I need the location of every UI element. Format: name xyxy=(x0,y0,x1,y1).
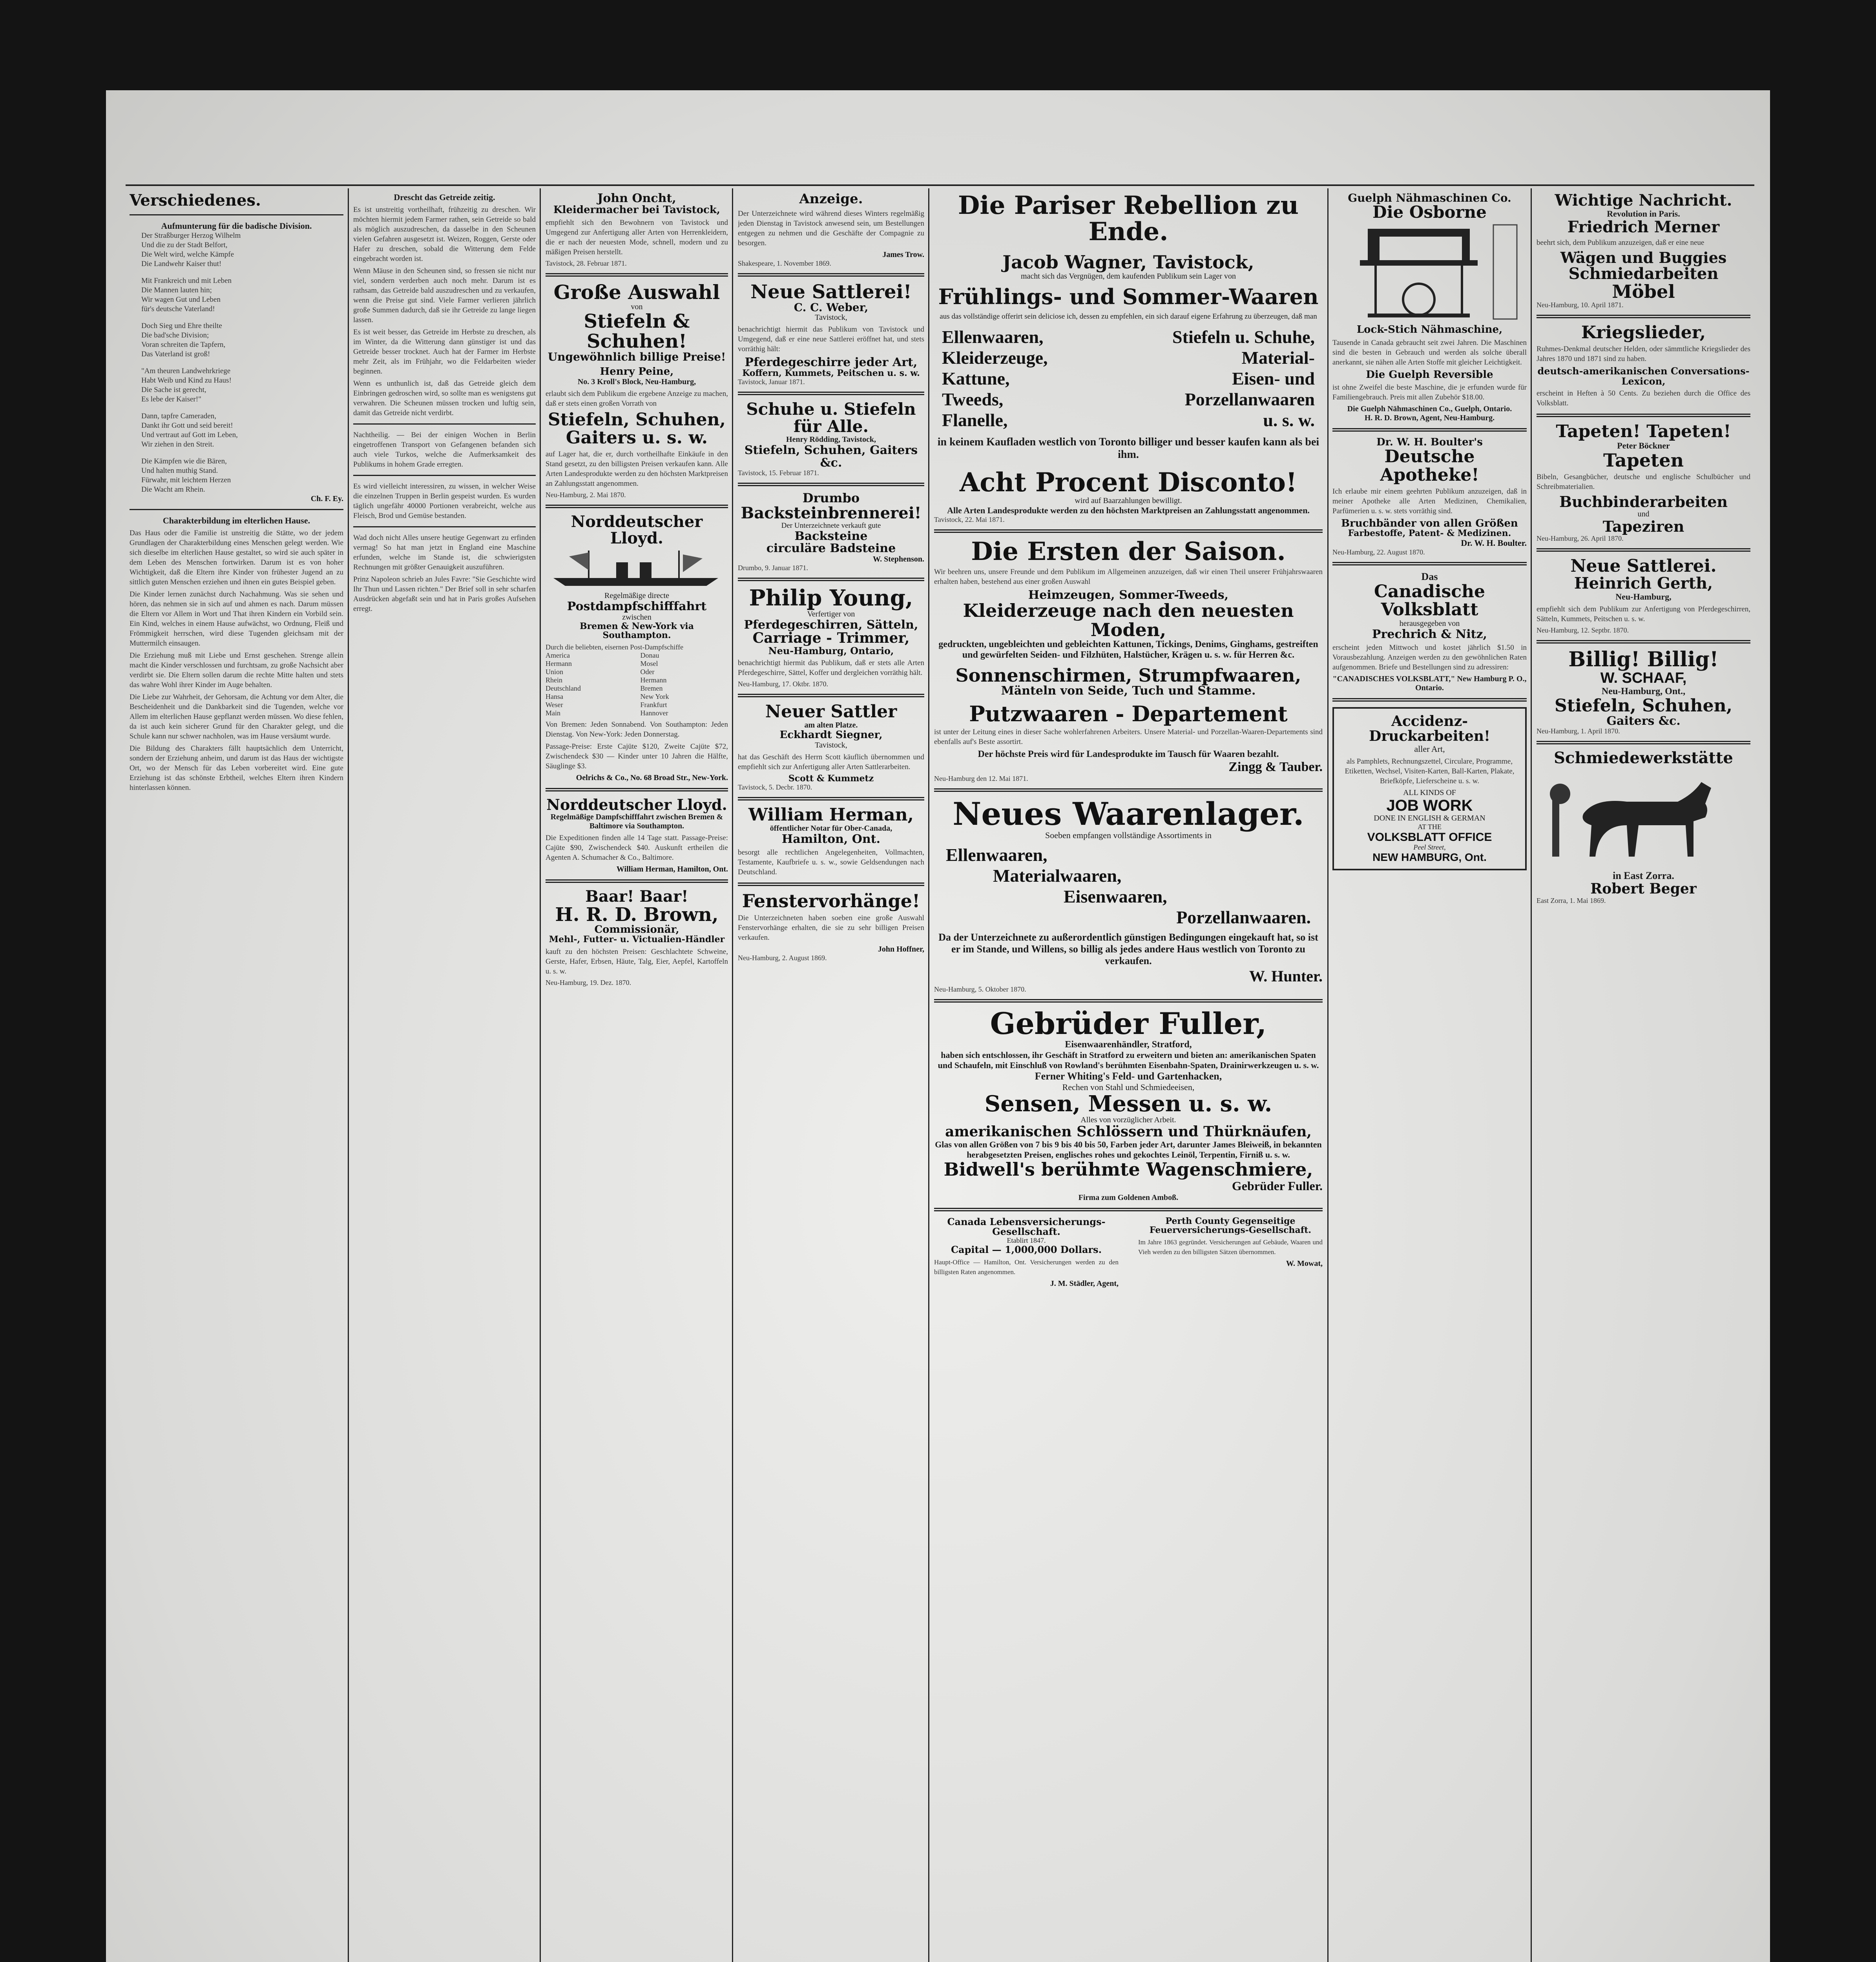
ad-title: Accidenz-Druckarbeiten! xyxy=(1369,713,1490,744)
ad-body: empfiehlt sich dem Publikum zur Anfertigung von Pferdegeschirren, Sätteln, Kummets, Peitschen u. s. w. xyxy=(1537,605,1750,624)
article-title: Charakterbildung im elterlichen Hause. xyxy=(162,516,310,525)
insurance-right xyxy=(1138,1217,1323,1288)
ad-body: Bibeln, Gesangbücher, deutsche und englische Schulbücher und Schreibmaterialien. xyxy=(1537,473,1750,491)
goods-item: Stiefeln u. Schuhe, xyxy=(1172,327,1315,347)
ad-sub: Farbestoffe, Patent- & Medizinen. xyxy=(1348,528,1511,539)
ad-place: Tavistock, xyxy=(815,740,847,749)
ad-address: No. 3 Kroll's Block, Neu-Hamburg, xyxy=(577,377,696,386)
ad-body: benachrichtigt hiermit das Publikum von Tavistock und Umgegend, daß er eine neue Sattlerei eröffnet hat, und stets vorräthig hält: xyxy=(738,325,924,354)
ad-name: Scott & Kummetz xyxy=(788,773,874,784)
ad-main: Philip Young, xyxy=(749,585,913,611)
ad-title: Die Ersten der Saison. xyxy=(971,536,1286,566)
ad-sub: Mänteln von Seide, Tuch und Stamme. xyxy=(1001,684,1256,698)
ad-title: Kleidermacher bei Tavistock, xyxy=(553,204,720,216)
ad-title: Perth County Gegenseitige Feuerversicherungs-Gesellschaft. xyxy=(1149,1216,1312,1236)
ad-firm: Firma zum Goldenen Amboß. xyxy=(1078,1193,1179,1202)
ad-goods: gedruckten, ungebleichten und gebleichten Kattunen, Tickings, Denims, Ginghams, gestreiften und gewürfelten Seiden- und Filzhüten, Halstücher, Krägen u. s. w. für Herren &c. xyxy=(938,639,1318,660)
ad-title: Neuer Sattler xyxy=(765,702,897,722)
ship-name: Rhein xyxy=(546,676,562,684)
ad-address: "CANADISCHES VOLKSBLATT," New Hamburg P. O., Ontario. xyxy=(1332,675,1527,693)
ad-main: H. R. D. Brown, xyxy=(555,903,719,926)
goods-item: Flanelle, xyxy=(942,410,1008,430)
ad-main: Sensen, Messen u. s. w. xyxy=(984,1091,1272,1117)
column-3 xyxy=(546,192,728,987)
ad-signature: Gebrüder Fuller. xyxy=(1232,1179,1323,1193)
ad-title: Norddeutscher Lloyd. xyxy=(571,512,703,548)
ad-date: Neu-Hamburg den 12. Mai 1871. xyxy=(934,775,1028,783)
ad-main: Wägen und Buggies xyxy=(1560,249,1727,266)
ad-body: Tausende in Canada gebraucht seit zwei Jahren. Die Maschinen sind die besten in Gebrauch und werden als solche überall anerkannt, sie nähen alle Arten Stoffe mit gleicher Leichtigkeit. xyxy=(1332,338,1527,367)
ad-main: Möbel xyxy=(1612,281,1675,302)
ad-sub: herausgegeben von xyxy=(1399,619,1460,628)
ad-sub: am alten Platze. xyxy=(804,721,858,730)
goods-item: Materialwaaren, xyxy=(993,866,1122,886)
newspaper-page xyxy=(106,90,1770,1962)
ad-body: Ferner Whiting's Feld- und Gartenhacken, xyxy=(1035,1070,1222,1082)
ad-sub: Heimzeugen, Sommer-Tweeds, xyxy=(1028,588,1229,602)
ad-name: Eckhardt Siegner, xyxy=(779,729,883,741)
ad-name: W. Stephenson. xyxy=(873,554,924,563)
article-paragraph: Das Haus oder die Familie ist unstreitig die Stätte, wo der jedem Grundlagen der Charakterbildung eines Menschen gelegt werden. Wie sich dieselbe im elterlichen Hause gestaltet, so wird sie auch später in dem Leben des Menschen fortwirken. Darum ist es von hoher Wichtigkeit, daß die Eltern ihre Kinder von frühester Jugend an zu sittlich guten Menschen erziehen und ihnen ein gutes Beispiel geben. xyxy=(130,529,343,586)
ad-date: Tavistock, 28. Februar 1871. xyxy=(546,259,627,267)
ad-body: erscheint in Heften à 50 Cents. Zu beziehen durch die Office des Volksblatt. xyxy=(1537,389,1750,407)
ad-name: W. SCHAAF, xyxy=(1600,669,1687,686)
article-paragraph: Die Liebe zur Wahrheit, der Gehorsam, die Achtung vor dem Alter, die Bescheidenheit und die Dankbarkeit sind die Tugenden, welche vor Allem im elterlichen Hause gepflanzt werden müssen. Wo diese fehlen, da ist auch kein sicherer Grund für den Charakter gelegt, und die Schule kann nur schwer nachholen, was im Hause versäumt wurde. xyxy=(130,693,343,740)
ad-main: Buchbinderarbeiten xyxy=(1559,493,1728,511)
poem-verse: "Am theuren Landwehrkriege Habt Weib und Kind zu Haus! Die Sache ist gerecht, Es lebe der Kaiser!" xyxy=(141,367,232,403)
ad-sub: Etablirt 1847. xyxy=(1007,1236,1046,1245)
goods-item: Eisen- und xyxy=(1232,368,1315,389)
column-rule xyxy=(348,188,349,1962)
ad-signature: Dr. W. H. Boulter. xyxy=(1461,538,1527,548)
ad-body: Da der Unterzeichnete zu außerordentlich günstigen Bedingungen eingekauft hat, so ist er im Stande, und Willens, so billig als jedes andere Haus westlich von Toronto zu verkaufen. xyxy=(938,932,1318,967)
ad-name: C. C. Weber, xyxy=(794,301,869,314)
top-rule xyxy=(126,184,1754,186)
ad-sub: von xyxy=(631,303,643,312)
goods-list xyxy=(942,326,1315,430)
ad-date: Tavistock, 15. Februar 1871. xyxy=(738,469,819,477)
poem-verse: Doch Sieg und Ehre theilte Die bad'sche Division; Voran schreiten die Tapfern, Das Vaterland ist groß! xyxy=(141,322,226,358)
article-paragraph: Wenn es unthunlich ist, daß das Getreide gleich dem Einbringen gedroschen wird, so sollte man es wenigstens gut verwahren. Die Scheunen müssen trocken und luftig sein, damit das Getreide nicht verdirbt. xyxy=(353,379,536,417)
article-paragraph: Es wird vielleicht interessiren, zu wissen, in welcher Weise die einzelnen Truppen in Berlin gespeist wurden. Es wurden täglich ungefähr 40000 Portionen verabreicht, welche aus Fleisch, Brod und Gemüse bestanden. xyxy=(353,482,536,520)
article-paragraph: Die Bildung des Charakters fällt hauptsächlich dem Unterricht, sondern der Erziehung anheim, und darum ist das Haus der wichtigste Ort, wo der Mensch für das Leben vorbereitet wird. Eine gute Erziehung ist das schönste Erbtheil, welches Eltern ihren Kindern hinterlassen können. xyxy=(130,744,343,792)
ad-title: Billig! Billig! xyxy=(1568,647,1719,672)
ship-name: Main xyxy=(546,709,560,717)
poem-verse: Der Straßburger Herzog Wilhelm Und die zu der Stadt Belfort, Die Welt wird, welche Kämpfe Die Landwehr Kaiser thut! xyxy=(141,232,241,268)
ad-name: Robert Beger xyxy=(1590,881,1697,897)
ship-name: Hermann xyxy=(546,659,572,667)
ad-body: ist unter der Leitung eines in dieser Sache wohlerfahrenen Arbeiters. Unsere Material- und Porzellan-Waaren-Departements sind ebenfalls auf's Beste assortirt. xyxy=(934,728,1323,746)
ad-main: VOLKSBLATT OFFICE xyxy=(1367,830,1492,844)
ad-body: Durch die beliebten, eisernen Post-Dampfschiffe xyxy=(546,643,684,651)
ad-body: empfiehlt sich den Bewohnern von Tavistock und Umgegend zur Anfertigung aller Arten von Herrenkleidern, die er nach der neuesten Mode, schnell, modern und zu mäßigen Preisen herstellt. xyxy=(546,218,728,256)
ad-place: Neu-Hamburg, Ontario, xyxy=(768,645,894,656)
ad-date: Tavistock, Januar 1871. xyxy=(738,378,805,386)
ad-body: Alles von vorzüglicher Arbeit. xyxy=(1080,1116,1176,1125)
ad-date: Neu-Hamburg, 5. Oktober 1870. xyxy=(934,985,1026,994)
ad-main: Gaiters &c. xyxy=(1606,714,1681,728)
ad-name: James Trow. xyxy=(882,250,924,259)
ad-name: Heinrich Gerth, xyxy=(1574,574,1713,593)
ad-name: John Hoffner, xyxy=(878,945,924,954)
ad-body: Haupt-Office — Hamilton, Ont. Versicherungen werden zu den billigsten Raten angenommen. xyxy=(934,1258,1119,1276)
ad-place: Neu-Hamburg, xyxy=(1615,592,1672,602)
ad-goods: Carriage - Trimmer, xyxy=(752,630,910,647)
ad-agent: W. Mowat, xyxy=(1286,1259,1323,1268)
ad-main: amerikanischen Schlössern und Thürknäufen, xyxy=(945,1123,1312,1140)
ship-name: Oder xyxy=(640,667,655,676)
ad-sub: Peel Street, xyxy=(1413,843,1446,852)
ad-body: Im Jahre 1863 gegründet. Versicherungen auf Gebäude, Waaren und Vieh werden zu den billigsten Sätzen übernommen. xyxy=(1138,1238,1323,1256)
article-paragraph: Es ist unstreitig vortheilhaft, frühzeitig zu dreschen. Wir möchten hiermit jedem Farmer rathen, sein Getreide so bald als möglich auszudreschen, da dasselbe in den Scheunen vielen Gefahren ausgesetzt ist. Weizen, Roggen, Gerste oder Hafer zu dreschen, sobald die Witterung dem Felde eingebracht worden ist. xyxy=(353,206,536,263)
ad-intro: aus das vollständige offerirt sein deliciose ich, dessen zu empfehlen, ein sich darauf eigene Erfahrung zu überzeugen, daß man xyxy=(940,312,1317,321)
goods-item: Tweeds, xyxy=(942,389,1004,410)
ship-name: Bremen xyxy=(640,684,663,692)
ad-sub: aller Art, xyxy=(1414,744,1445,754)
ad-date: Neu-Hamburg, 12. Septbr. 1870. xyxy=(1537,626,1629,635)
ad-title: Norddeutscher Lloyd. xyxy=(546,795,727,813)
ad-goods: Stiefeln, Schuhen, Gaiters u. s. w. xyxy=(548,409,726,448)
column-1 xyxy=(130,192,343,795)
ad-body: Der höchste Preis wird für Landesprodukte im Tausch für Waaren bezahlt. xyxy=(978,749,1279,760)
ship-name: Frankfurt xyxy=(640,700,667,709)
ad-sub: zwischen xyxy=(622,613,651,622)
ship-list xyxy=(546,651,728,717)
ad-agent: Die Guelph Nähmaschinen Co., Guelph, Ontario. xyxy=(1347,405,1512,414)
ad-body: Der Unterzeichnete wird während dieses Winters regelmäßig jeden Dienstag in Tavistock anwesend sein, um Bestellungen entgegen zu nehmen und die Geschäfte der Compagnie zu besorgen. xyxy=(738,209,924,247)
goods-item: u. s. w. xyxy=(1263,410,1315,430)
ad-place: in East Zorra. xyxy=(1613,870,1674,882)
ad-main: Backsteinbrennerei! xyxy=(741,503,922,522)
ad-tagline: Ungewöhnlich billige Preise! xyxy=(547,350,726,364)
ad-main: Die Osborne xyxy=(1372,202,1487,222)
ad-sub: Eisenwaarenhändler, Stratford, xyxy=(1065,1039,1192,1050)
ad-body: als Pamphlets, Rechnungszettel, Circulare, Programme, Etiketten, Wechsel, Visiten-Karten, Ball-Karten, Plakate, Briefköpfe, Lieferscheine u. s. w. xyxy=(1345,757,1515,785)
ad-place: Hamilton, Ont. xyxy=(781,832,881,846)
poem-verse: Mit Frankreich und mit Leben Die Mannen lauten hin; Wir wagen Gut und Leben für's deutsche Vaterland! xyxy=(141,277,232,313)
ad-date: Neu-Hamburg, 17. Oktbr. 1870. xyxy=(738,680,829,688)
goods-item: Porzellanwaaren xyxy=(1184,389,1315,410)
ad-main: NEW HAMBURG, Ont. xyxy=(1372,851,1487,864)
ad-body: Wir beehren uns, unsere Freunde und dem Publikum im Allgemeinen anzuzeigen, daß wir einen Theil unserer Frühjahrswaaren erhalten haben, bestehend aus einer großen Auswahl xyxy=(934,567,1323,586)
ad-sub: Bruchbänder von allen Größen xyxy=(1341,517,1518,529)
ad-title: Guelph Nähmaschinen Co. xyxy=(1348,192,1511,204)
ad-body: Die Expeditionen finden alle 14 Tage statt. Passage-Preise: Cajüte $90, Zwischendeck $40. Auskunft ertheilen die Agenten A. Schumacher & Co., Baltimore. xyxy=(546,833,728,862)
ad-body: ist ohne Zweifel die beste Maschine, die je erfunden wurde für Familiengebrauch. Preis mit allen Zubehör $18.00. xyxy=(1332,383,1527,402)
ad-sub: DONE IN ENGLISH & GERMAN xyxy=(1374,813,1485,822)
ad-sub: Revolution in Paris. xyxy=(1607,209,1680,219)
ad-body: benachrichtigt hiermit das Publikum, daß er stets alle Arten Pferdegeschirre, Sättel, Koffer und dergleichen vorräthig hält. xyxy=(738,659,924,677)
ad-goods: Backsteine xyxy=(794,529,868,543)
section-title: Verschiedenes. xyxy=(130,192,261,210)
goods-item: Kattune, xyxy=(942,368,1010,389)
article-paragraph: Es ist weit besser, das Getreide im Herbste zu dreschen, als im Winter, da die Witterung dann günstiger ist und das Getreide besser trocknet. Auch hat der Farmer im Herbste mehr Zeit, als im Frühjahr, wo die Feldarbeiten wieder beginnen. xyxy=(353,328,536,376)
ad-name: Dr. W. H. Boulter's xyxy=(1376,436,1483,449)
ad-body: Alle Arten Landesprodukte werden zu den höchsten Marktpreisen an Zahlungsstatt angenommen. xyxy=(947,505,1310,515)
column-rule xyxy=(1531,188,1532,1962)
ad-title: Drumbo xyxy=(802,491,860,506)
ad-body: Die Unterzeichneten haben soeben eine große Auswahl Fenstervorhänge erhalten, die sie zu sehr billigen Preisen verkaufen. xyxy=(738,914,924,942)
ad-title: Schuhe u. Stiefeln für Alle. xyxy=(746,399,916,436)
ad-place: Tavistock, xyxy=(815,313,847,322)
ad-body: Von Bremen: Jeden Sonnabend. Von Southampton: Jeden Dienstag. Von New-York: Jeden Donnerstag. xyxy=(546,720,728,738)
column-rule xyxy=(928,188,929,1962)
ad-body: hat das Geschäft des Herrn Scott käuflich übernommen und empfiehlt sich zur Anfertigung aller Arten Sattlerarbeiten. xyxy=(738,753,924,771)
ad-title: Große Auswahl xyxy=(553,280,720,304)
column-2 xyxy=(353,192,536,616)
job-work-box xyxy=(1332,707,1527,870)
ad-sub: AT THE xyxy=(1418,822,1442,831)
goods-item: Ellenwaaren, xyxy=(942,327,1044,347)
ad-body: Glas von allen Größen von 7 bis 9 bis 40 bis 50, Farben jeder Art, darunter James Bleiweiß, in bekannten herabgesetzten Preisen, englisches rohes und gekochtes Leinöl, Terpentin, Firniß u. s. w. xyxy=(935,1139,1322,1160)
goods-item: Ellenwaaren, xyxy=(946,845,1047,865)
ad-name: John Oncht, xyxy=(597,192,676,205)
poem-signature: Ch. F. Ey. xyxy=(310,494,343,503)
poem-verse: Die Kämpfen wie die Bären, Und halten muthig Stand. Fürwahr, mit leichtem Herzen Die Wacht am Rhein. xyxy=(141,457,231,494)
ad-sub: Regelmäßige directe xyxy=(604,591,669,600)
ad-agent: H. R. D. Brown, Agent, Neu-Hamburg. xyxy=(1364,414,1495,423)
ad-title: Neues Waarenlager. xyxy=(953,795,1304,833)
ad-main: Tapeten xyxy=(1603,449,1684,471)
ad-main: Schmiedarbeiten xyxy=(1568,264,1719,283)
ad-signature: W. Hunter. xyxy=(1249,967,1323,985)
ad-sub: Regelmäßige Dampfschifffahrt zwischen Bremen & Baltimore via Southampton. xyxy=(550,812,723,830)
goods-list xyxy=(946,844,1311,928)
ad-main: Sonnenschirmen, Strumpfwaaren, xyxy=(955,664,1301,686)
ad-title: Canada Lebensversicherungs-Gesellschaft. xyxy=(947,1216,1106,1238)
ship-name: New York xyxy=(640,692,669,700)
insurance-ads xyxy=(934,1217,1323,1288)
ad-agent: J. M. Städler, Agent, xyxy=(1050,1279,1119,1288)
ad-body: besorgt alle rechtlichen Angelegenheiten, Vollmachten, Testamente, Kaufbriefe u. s. w., sowie Geldsendungen nach Deutschland. xyxy=(738,848,924,877)
ad-name: Peter Böckner xyxy=(1617,440,1670,450)
ship-name: Hannover xyxy=(640,709,668,717)
article-paragraph: Die Erziehung muß mit Liebe und Ernst geschehen. Strenge allein macht die Kinder verschlossen und furchtsam, zu große Nachsicht aber verdirbt sie. Die Eltern sollen darum die rechte Mitte halten und stets das wahre Wohl ihrer Kinder im Auge behalten. xyxy=(130,651,343,689)
ad-body: erlaubt sich dem Publikum die ergebene Anzeige zu machen, daß er stets einen großen Vorrath von xyxy=(546,389,728,408)
ad-sub: und xyxy=(1637,510,1650,519)
ship-name: Mosel xyxy=(640,659,658,667)
ad-main: JOB WORK xyxy=(1386,797,1473,814)
ship-name: Deutschland xyxy=(546,684,581,692)
ad-title: Die Pariser Rebellion zu Ende. xyxy=(958,192,1299,247)
blacksmith-horse-icon xyxy=(1537,766,1748,868)
ad-date: Shakespeare, 1. November 1869. xyxy=(738,259,831,267)
ship-name: Union xyxy=(546,667,563,676)
ad-date: Neu-Hamburg, 2. Mai 1870. xyxy=(546,491,626,499)
ad-sub: deutsch-amerikanischen Conversations-Lexicon, xyxy=(1537,365,1750,387)
ad-body: Ich erlaube mir einem geehrten Publikum anzuzeigen, daß in meiner Apotheke alle Arten Medizinen, Chemikalien, Parfümerien u. s. w. stets vorräthig sind. xyxy=(1332,487,1527,515)
ad-title: Gebrüder Fuller, xyxy=(990,1006,1267,1041)
ad-sub: Commissionär, xyxy=(594,924,679,936)
article-title: Drescht das Getreide zeitig. xyxy=(394,192,495,202)
insurance-left xyxy=(934,1217,1119,1288)
column-4 xyxy=(738,192,924,962)
ad-date: Neu-Hamburg, 1. April 1870. xyxy=(1537,727,1620,735)
ad-main: William Herman, xyxy=(748,804,914,825)
ad-body: auf Lager hat, die er, durch vortheilhafte Einkäufe in den Stand gesetzt, zu den billigsten Preisen verkaufen kann. Alle Arten Landesprodukte werden zu den höchsten Marktpreisen an Zahlungsstatt angenommen. xyxy=(546,450,728,488)
goods-item: Eisenwaaren, xyxy=(1064,886,1167,907)
ad-title: Neue Sattlerei! xyxy=(750,281,912,303)
goods-item: Porzellanwaaren. xyxy=(1176,907,1311,928)
ad-main: Canadische Volksblatt xyxy=(1374,582,1485,620)
ad-date: Neu-Hamburg, 22. August 1870. xyxy=(1332,548,1425,556)
ad-place: Neu-Hamburg, Ont., xyxy=(1601,686,1686,697)
ad-sub: Bremen & New-York via Southampton. xyxy=(580,621,694,640)
ad-body: beehrt sich, dem Publikum anzuzeigen, daß er eine neue xyxy=(1537,239,1704,247)
ad-body: Rechen von Stahl und Schmiedeeisen, xyxy=(1062,1082,1195,1092)
poem-title: Aufmunterung für die badische Division. xyxy=(161,221,312,231)
ad-date: Tavistock, 5. Decbr. 1870. xyxy=(738,783,812,791)
ad-main: Stiefeln & Schuhen! xyxy=(584,310,690,352)
ad-title: Fenstervorhänge! xyxy=(742,890,920,912)
goods-right xyxy=(1172,326,1315,430)
ad-main: Bidwell's berühmte Wagenschmiere, xyxy=(943,1158,1313,1180)
goods-item: Kleiderzeuge, xyxy=(942,348,1048,368)
article-paragraph: Wenn Mäuse in den Scheunen sind, so fressen sie nicht nur viel, sondern verderben auch noch mehr. Darum ist es rathsam, das Getreide bald auszudreschen und zu verkaufen, wenn die Preise gut sind. Viele Farmer verlieren jährlich große Summen dadurch, daß sie ihr Getreide zu lange liegen lassen. xyxy=(353,267,536,324)
ad-date: Tavistock, 22. Mai 1871. xyxy=(934,515,1005,523)
ad-date: Neu-Hamburg, 26. April 1870. xyxy=(1537,534,1624,543)
ad-body: Passage-Preise: Erste Cajüte $120, Zweite Cajüte $72, Zwischendeck $30 — Kinder unter 10 Jahren die Hälfte, Säuglinge $3. xyxy=(546,742,728,770)
ad-name: Jacob Wagner, Tavistock, xyxy=(1002,252,1254,273)
ad-sub: Lock-Stich Nähmaschine, xyxy=(1356,324,1503,336)
ad-title: Kriegslieder, xyxy=(1581,323,1706,343)
ad-goods: circuläre Badsteine xyxy=(766,542,896,556)
ad-goods: Koffern, Kummets, Peitschen u. s. w. xyxy=(742,368,920,378)
ad-intro: macht sich das Vergnügen, dem kaufenden Publikum sein Lager von xyxy=(1020,272,1236,281)
ad-body: kauft zu den höchsten Preisen: Geschlachtete Schweine, Gerste, Hafer, Erbsen, Häute, Talg, Eier, Aepfel, Kartoffeln u. s. w. xyxy=(546,947,728,976)
column-rule xyxy=(1327,188,1329,1962)
ad-name: Prechrich & Nitz, xyxy=(1372,627,1487,641)
ad-main: Tapeziren xyxy=(1602,518,1684,536)
ad-date: Neu-Hamburg, 10. April 1871. xyxy=(1537,301,1624,309)
ad-title: Baar! Baar! xyxy=(585,887,688,906)
ad-name: Friedrich Merner xyxy=(1567,218,1720,236)
ad-intro: Soeben empfangen vollständige Assortiments in xyxy=(1045,830,1212,841)
ad-main: Kleiderzeuge nach den neuesten Moden, xyxy=(963,600,1294,640)
article-paragraph: Die Kinder lernen zunächst durch Nachahmung. Was sie sehen und hören, das nehmen sie in sich auf und ahmen es nach. Darum müssen die Eltern vor Allem in Wort und That ihren Kindern ein Vorbild sein. Ein Kind, welches in einem Hause aufwächst, wo Ordnung, Fleiß und Frömmigkeit herrschen, wird diese Tugenden gleichsam mit der Muttermilch einsaugen. xyxy=(130,590,343,647)
ad-body: in keinem Kaufladen westlich von Toronto billiger und besser kaufen kann als bei ihm. xyxy=(937,436,1319,461)
ad-main: Stiefeln, Schuhen, xyxy=(1555,695,1732,716)
goods-item: Material- xyxy=(1241,348,1315,368)
ad-sub: Verfertiger von xyxy=(807,609,855,618)
ad-title: Neue Sattlerei. xyxy=(1570,556,1717,576)
ad-sub: Postdampfschifffahrt xyxy=(567,600,707,614)
ad-body: Ruhmes-Denkmal deutscher Helden, oder sämmtliche Kriegslieder des Jahres 1870 und 1871 sind zu haben. xyxy=(1537,345,1750,363)
ad-title: Anzeige. xyxy=(799,192,863,207)
ad-body: Der Unterzeichnete verkauft gute xyxy=(781,521,881,530)
ship-name: Weser xyxy=(546,700,563,709)
ad-discount: Acht Procent Disconto! xyxy=(959,467,1298,498)
steamship-icon xyxy=(546,547,726,590)
article-paragraph: Nachtheilig. — Bei der einigen Wochen in Berlin eingetroffenen Transport von Gefangenen befanden sich auch viele Turkos, welche die Aufmerksamkeit des Publikums in hohem Grade erregten. xyxy=(353,431,536,469)
poem-verse: Dann, tapfre Cameraden, Dankt ihr Gott und seid bereit! Und vertraut auf Gott im Leben, Wir ziehen in den Streit. xyxy=(141,412,238,449)
column-7 xyxy=(1537,192,1750,905)
ship-name: Donau xyxy=(640,651,659,659)
ad-signature: Zingg & Tauber. xyxy=(1228,760,1323,775)
ad-capital: Capital — 1,000,000 Dollars. xyxy=(951,1244,1102,1256)
ad-sub: Das xyxy=(1421,571,1438,583)
ad-goods: Pferdegeschirre jeder Art, xyxy=(745,356,918,370)
ad-sub: ALL KINDS OF xyxy=(1403,788,1456,797)
ad-main: Deutsche Apotheke! xyxy=(1380,447,1479,485)
ad-name: Henry Peine, xyxy=(600,366,674,378)
ad-sub: Die Guelph Reversible xyxy=(1366,368,1493,381)
ad-body: erscheint jeden Mittwoch und kostet jährlich $1.50 in Vorausbezahlung. Anzeigen werden zu den gewöhnlichen Raten aufgenommen. Briefe und Bestellungen sind zu adressiren: xyxy=(1332,644,1527,672)
ad-agent: Oelrichs & Co., No. 68 Broad Str., New-York. xyxy=(576,773,728,782)
ad-title: Wichtige Nachricht. xyxy=(1555,192,1732,210)
ad-title: Schmiedewerkstätte xyxy=(1554,749,1733,768)
ad-main: Frühlings- und Sommer-Waaren xyxy=(938,284,1319,309)
ship-name: Hermann xyxy=(640,676,667,684)
ad-title: Tapeten! Tapeten! xyxy=(1556,421,1731,441)
article-paragraph: Wad doch nicht Alles unsere heutige Gegenwart zu erfinden vermag! So hat man jetzt in England eine Maschine erfunden, welche im Stande ist, die schwierigsten Rechnungen mit größter Genauigkeit auszuführen. xyxy=(353,534,536,571)
ad-agent: William Herman, Hamilton, Ont. xyxy=(616,864,728,873)
article-paragraph: Prinz Napoleon schrieb an Jules Favre: "Sie Geschichte wird Ihr Thun und Lassen richten." Der Brief soll in sehr scharfen Ausdrücken abgefaßt sein und hat in Paris großes Aufsehen erregt. xyxy=(353,575,536,613)
ad-date: East Zorra, 1. Mai 1869. xyxy=(1537,897,1606,905)
ad-sub: Mehl-, Futter- u. Victualien-Händler xyxy=(549,934,725,945)
ad-name: Henry Rödding, Tavistock, xyxy=(786,435,876,444)
sewing-machine-icon xyxy=(1332,221,1525,323)
ad-date: Neu-Hamburg, 19. Dez. 1870. xyxy=(546,978,631,986)
ad-sub: wird auf Baarzahlungen bewilligt. xyxy=(1075,496,1182,505)
ship-name: America xyxy=(546,651,570,659)
ad-date: Drumbo, 9. Januar 1871. xyxy=(738,563,808,572)
ad-main: Putzwaaren - Departement xyxy=(969,701,1288,726)
ad-sub: öffentlicher Notar für Ober-Canada, xyxy=(770,824,892,833)
ad-goods: Stiefeln, Schuhen, Gaiters &c. xyxy=(744,443,918,470)
ship-name: Hansa xyxy=(546,692,563,700)
ad-body: haben sich entschlossen, ihr Geschäft in Stratford zu erweitern und bieten an: amerikanischen Spaten und Schaufeln, mit Einschluß von Rowland's berühmten Eisenbahn-Spaten, Drainirwerkzeugen u. s. w. xyxy=(938,1050,1319,1070)
goods-left xyxy=(942,326,1048,430)
column-rule xyxy=(732,188,733,1962)
column-5 xyxy=(934,192,1323,1288)
ad-goods: Pferdegeschirren, Sätteln, xyxy=(744,618,918,632)
column-rule xyxy=(540,188,541,1962)
ad-date: Neu-Hamburg, 2. August 1869. xyxy=(738,954,827,962)
column-6 xyxy=(1332,192,1527,870)
